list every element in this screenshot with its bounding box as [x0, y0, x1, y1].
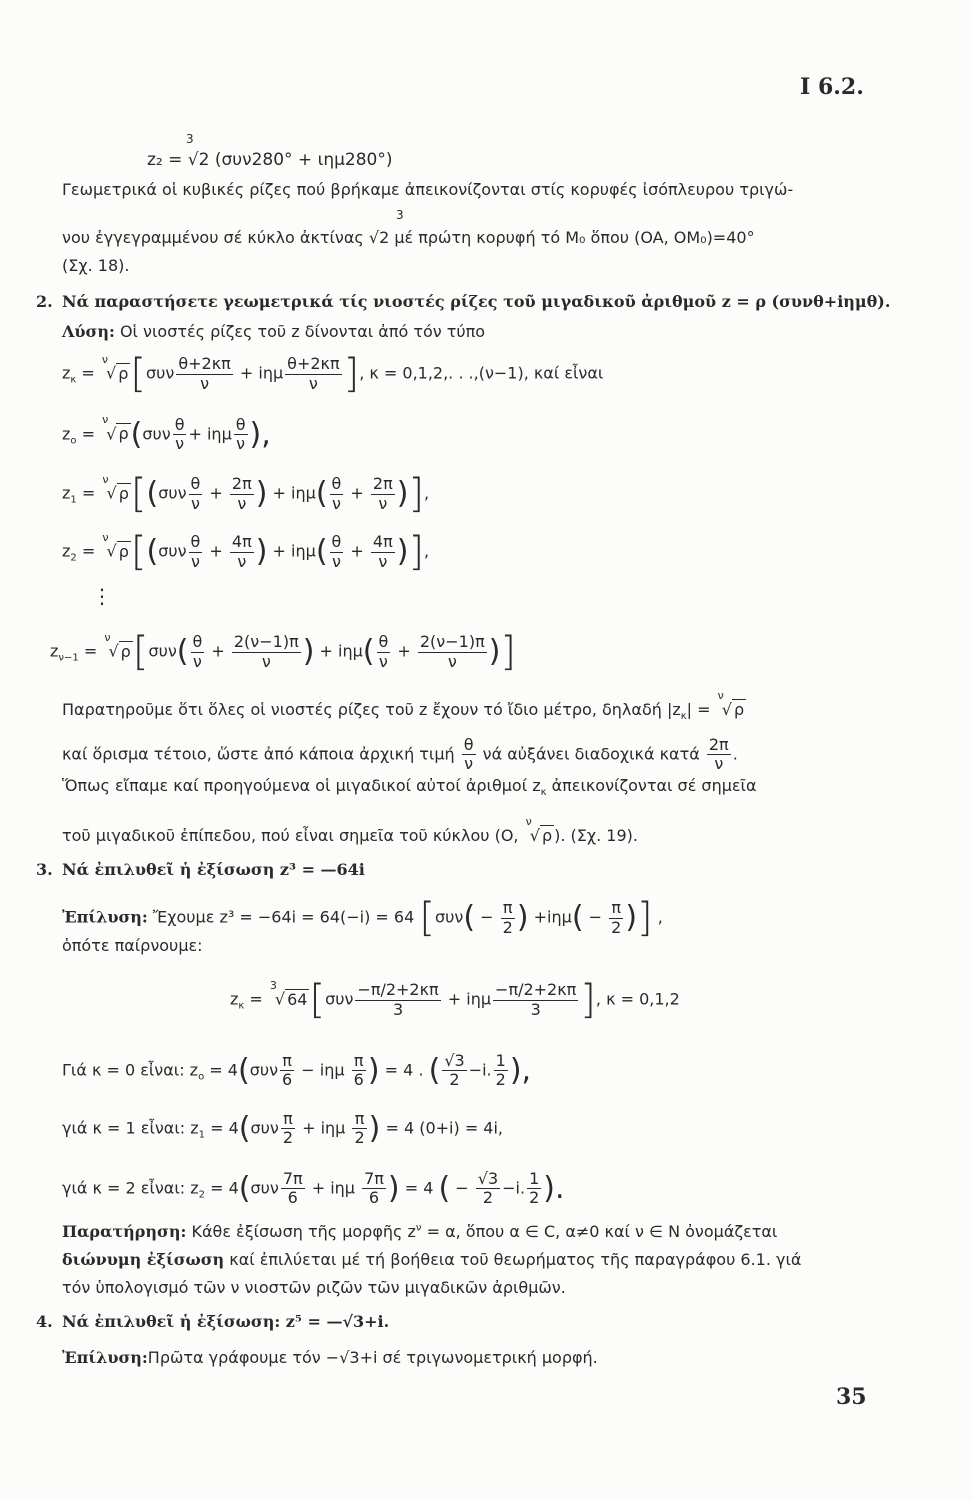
geometric-text-line1: Γεωμετρικά οἱ κυβικές ρίζες πού βρήκαμε ἀπεικονίζονται στίς κορυφές ἰσόπλευρου τριγώ- [62, 180, 794, 199]
cube-root-index: 3 [396, 208, 404, 222]
observation-line2: καί ὅρισμα τέτοιο, ὥστε ἀπό κάποια ἀρχική τιμή $\frac{\theta}{\nu}$ νά αὐξάνει διαδοχικά κατά $\frac{2\pi}{\nu}$ . [62, 735, 738, 774]
cube-root-index: 3 [186, 132, 194, 146]
exercise-4-solution: Ἐπίλυση:Πρῶτα γράφουμε τόν −√3+i σέ τριγωνομετρική μορφή. [62, 1348, 598, 1367]
remark-line3: τόν ὑπολογισμό τῶν ν νιοστῶν ριζῶν τῶν μιγαδικῶν ἀριθμῶν. [62, 1278, 566, 1297]
exercise-2-solution [62, 322, 485, 341]
exercise-3-number: 3. [36, 860, 53, 879]
geometric-text-line3: (Σχ. 18). [62, 256, 130, 275]
formula-zk-cube: $z_\kappa = ^3√$ 64[συν $\frac{-\pi/2+2\kappa\pi}{3}$ + iημ $\frac{-\pi/2+2\kappa\pi}{3}$ ], κ = 0,1,2 [230, 977, 680, 1023]
exercise-4-number: 4. [36, 1312, 53, 1331]
observation-line3: Ὅπως εἴπαμε καί προηγούμενα οἱ μιγαδικοί αὐτοί ἀριθμοί $z_\kappa$ ἀπεικονίζονται σέ σημεῖα [62, 776, 757, 799]
solution-label: Λύση: [62, 322, 115, 341]
formula-z1: $z_1 = ^\nu√$ ρ[(συν $\frac{\theta}{\nu}$ + $\frac{2\pi}{\nu}$ ) + iημ( $\frac{\theta}{\nu}$ + $\frac{2\pi}{\nu}$ )], [62, 471, 430, 517]
observation-line4: τοῦ μιγαδικοῦ ἐπίπεδου, πού εἶναι σημεῖα τοῦ κύκλου (O, $^\nu$√ ρ ). (Σχ. 19). [62, 815, 638, 845]
vertical-dots: ⋮ [92, 584, 112, 608]
exercise-2-number: 2. [36, 292, 53, 311]
formula-z2: $z_2 = ^\nu√$ ρ[(συν $\frac{\theta}{\nu}$ + $\frac{4\pi}{\nu}$ ) + iημ( $\frac{\theta}{\nu}$ + $\frac{4\pi}{\nu}$ )], [62, 529, 430, 575]
solution-k2: γιά κ = 2 εἶναι: $z_2 = 4(\sigma\upsilon\nu$ $\frac{7\pi}{6}$ + iημ $\frac{7\pi}{6}$ ) = 4 ( − $\frac{√3}{2}$ −i. $\frac{1}{2}$ ). [62, 1169, 565, 1208]
formula-zk: $z_\kappa = ^\nu√$ ρ[συν $\frac{\theta+2\kappa\pi}{\nu}$ + iημ $\frac{\theta+2\kappa\pi}{\nu}$ ], κ = 0,1,2,. . .,(ν−1), καί εἶναι [62, 351, 604, 397]
solution-k1: γιά κ = 1 εἶναι: $z_1 = 4(\sigma\upsilon\nu$ $\frac{\pi}{2}$ + iημ $\frac{\pi}{2}$ ) = 4 (0+i) = 4i, [62, 1109, 504, 1148]
formula-z0: $z_o = ^\nu√$ ρ(συν $\frac{\theta}{\nu}$ + iημ $\frac{\theta}{\nu}$ ), [62, 413, 271, 454]
section-number: I 6.2. [800, 74, 864, 100]
geometric-text-line2: νου ἐγγεγραμμένου σέ κύκλο ἀκτίνας √2 μέ πρώτη κορυφή τό M₀ ὅπου (OA, OM₀)=40° [62, 228, 755, 247]
page-number: 35 [836, 1384, 867, 1410]
exercise-3-title: Νά ἐπιλυθεῖ ἡ ἐξίσωση z³ = —64i [62, 860, 365, 879]
then-text: ὁπότε παίρνουμε: [62, 936, 203, 955]
solution-intro: Οἱ νιοστές ρίζες τοῦ z δίνονται ἀπό τόν τύπο [119, 322, 486, 341]
exercise-4-title: Νά ἐπιλυθεῖ ἡ ἐξίσωση: z⁵ = —√3+i. [62, 1312, 390, 1331]
solution-k0: Γιά κ = 0 εἶναι: $z_o = 4(\sigma\upsilon\nu$ $\frac{\pi}{6}$ − iημ $\frac{\pi}{6}$ ) = 4 . ( $\frac{√3}{2}$ −i. $\frac{1}{2}$ ), [62, 1051, 532, 1090]
observation-line1: Παρατηροῦμε ὅτι ὅλες οἱ νιοστές ρίζες τοῦ z ἔχουν τό ἴδιο μέτρο, δηλαδή $|z_\kappa| = ^\nu√$ ρ [62, 689, 745, 723]
remark-line2: διώνυμη ἐξίσωση καί ἐπιλύεται μέ τή βοήθεια τοῦ θεωρήματος τῆς παραγράφου 6.1. γιά [62, 1250, 802, 1269]
formula-zn-1: $z_{\nu-1} = ^\nu√$ ρ[συν( $\frac{\theta}{\nu}$ + $\frac{2(\nu-1)\pi}{\nu}$ ) + iημ( $\frac{\theta}{\nu}$ + $\frac{2(\nu-1)\pi}{\nu}$ )] [50, 629, 517, 675]
exercise-3-solution: Ἐπίλυση: Ἔχουμε z³ = −64i = 64(−i) = 64 [συν( − $\frac{\pi}{2}$ ) +iημ( − $\frac{\pi}{2}$ )] , [62, 895, 663, 941]
exercise-2-title: Νά παραστήσετε γεωμετρικά τίς νιοστές ρίζες τοῦ μιγαδικοῦ ἀριθμοῦ z = ρ (συνθ+iημθ). [62, 292, 891, 311]
remark-line1: Παρατήρηση: Κάθε ἐξίσωση τῆς μορφῆς $z^\nu = \alpha$, ὅπου α ∈ C, α≠0 καί ν ∈ N ὀνομάζεται [62, 1222, 778, 1241]
z2-line: z₂ = √2 (συν280° + ιημ280°) [147, 150, 393, 170]
